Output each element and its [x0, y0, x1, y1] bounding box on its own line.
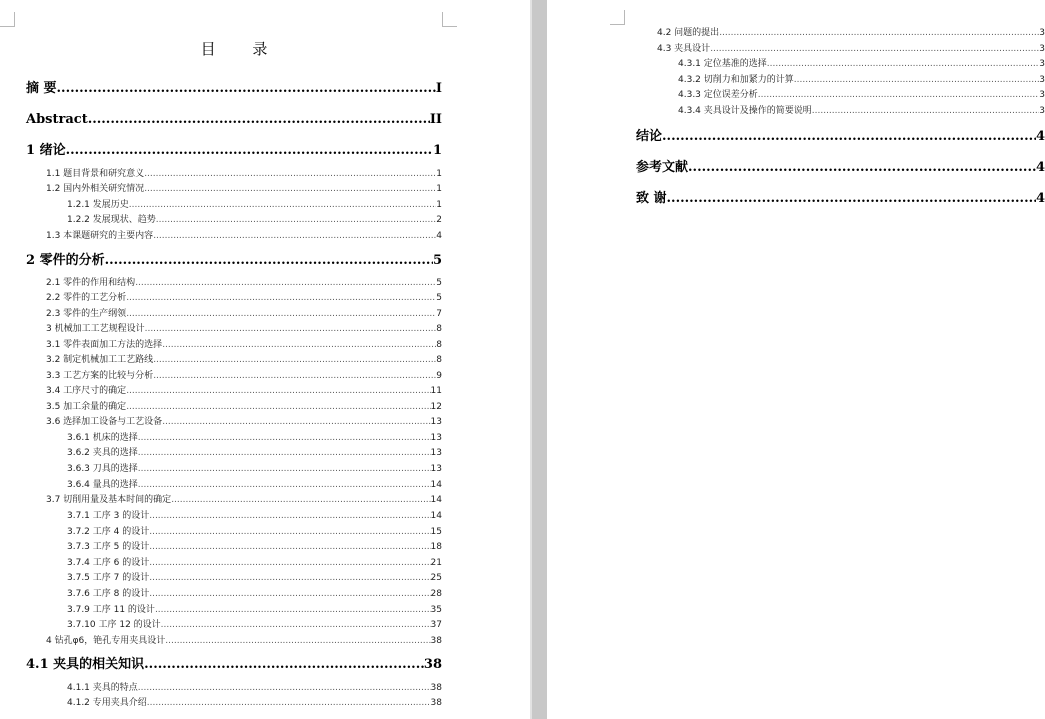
toc-entry-label: Abstract: [26, 112, 88, 127]
toc-entry[interactable]: [26, 80, 442, 97]
toc-leader-dots: [129, 199, 437, 211]
toc-entry[interactable]: [46, 323, 442, 335]
toc-leader-dots: [149, 572, 430, 584]
toc-entry-label: 4.3.2 切削力和加紧力的计算: [678, 75, 794, 85]
toc-entry[interactable]: [26, 111, 442, 128]
toc-entry-page-number: 3: [1039, 90, 1045, 100]
toc-entry-page-number: 3: [1039, 59, 1045, 69]
toc-leader-dots: [153, 370, 436, 382]
toc-entry-label: 4.1.1 夹具的特点: [67, 683, 138, 693]
toc-entry[interactable]: [67, 697, 442, 709]
toc-entry-label: 2.2 零件的工艺分析: [46, 293, 127, 303]
toc-entry[interactable]: [46, 230, 442, 242]
toc-entry[interactable]: [26, 656, 442, 673]
toc-leader-dots: [153, 354, 436, 366]
toc-entry[interactable]: [636, 128, 1045, 145]
toc-entry-page-number: 5: [436, 278, 442, 288]
toc-leader-dots: [126, 385, 430, 397]
toc-entry-label: 3.1 零件表面加工方法的选择: [46, 340, 163, 350]
toc-entry-page-number: 7: [436, 309, 442, 319]
toc-entry-page-number: 38: [423, 657, 442, 672]
toc-entry-label: 3.5 加工余量的确定: [46, 402, 127, 412]
toc-entry[interactable]: [46, 401, 442, 413]
toc-entry-page-number: II: [429, 112, 442, 127]
toc-entry[interactable]: [67, 510, 442, 522]
toc-entry[interactable]: [657, 27, 1045, 39]
toc-leader-dots: [162, 416, 430, 428]
toc-entry[interactable]: [46, 339, 442, 351]
toc-leader-dots: [156, 214, 437, 226]
toc-entry[interactable]: [67, 199, 442, 211]
crop-mark-top-left: [0, 12, 15, 27]
toc-leader-dots: [126, 401, 430, 413]
toc-entry-label: 3.6.4 量具的选择: [67, 480, 138, 490]
toc-entry[interactable]: [46, 183, 442, 195]
toc-leader-dots: [710, 43, 1039, 55]
toc-entry-page-number: 28: [430, 589, 442, 599]
toc-leader-dots: [105, 252, 433, 269]
toc-entry[interactable]: [46, 494, 442, 506]
toc-entry-label: 3.7.3 工序 5 的设计: [67, 542, 150, 552]
toc-entry-page-number: 8: [436, 340, 442, 350]
toc-entry-label: 3.6.2 夹具的选择: [67, 448, 138, 458]
toc-entry-page-number: 1: [432, 143, 442, 158]
toc-leader-dots: [794, 74, 1040, 86]
toc-entry-label: 3.2 制定机械加工工艺路线: [46, 355, 154, 365]
toc-entry-page-number: 8: [436, 324, 442, 334]
toc-leader-dots: [162, 339, 436, 351]
toc-entry-page-number: 3: [1039, 44, 1045, 54]
toc-entry-label: 致 谢: [636, 191, 667, 206]
toc-entry[interactable]: [26, 142, 442, 159]
toc-entry[interactable]: [67, 479, 442, 491]
toc-entry-page-number: 12: [430, 402, 442, 412]
toc-entry-page-number: 3: [1039, 28, 1045, 38]
toc-entry[interactable]: [678, 74, 1045, 86]
document-page-right: [547, 0, 1045, 719]
toc-entry[interactable]: [46, 168, 442, 180]
toc-entry[interactable]: [26, 252, 442, 269]
toc-leader-dots: [144, 168, 436, 180]
toc-entry-label: 4.1.2 专用夹具介绍: [67, 698, 147, 708]
toc-leader-dots: [66, 142, 433, 159]
toc-leader-dots: [688, 159, 1036, 176]
toc-entry-page-number: 14: [430, 480, 442, 490]
toc-entry[interactable]: [67, 432, 442, 444]
toc-title: 目 录: [200, 40, 284, 58]
toc-entry-page-number: 38: [430, 683, 442, 693]
toc-entry-label: 1.3 本课题研究的主要内容: [46, 231, 154, 241]
toc-entry-page-number: 9: [436, 371, 442, 381]
toc-entry-label: 2.3 零件的生产纲领: [46, 309, 127, 319]
toc-entry-page-number: 13: [430, 417, 442, 427]
toc-leader-dots: [149, 588, 430, 600]
toc-leader-dots: [161, 619, 431, 631]
toc-entry-label: 3.7.9 工序 11 的设计: [67, 605, 155, 615]
toc-entry-label: 1.2.1 发展历史: [67, 200, 129, 210]
toc-entry-page-number: 25: [430, 573, 442, 583]
toc-entry-label: 结论: [636, 129, 663, 144]
toc-entry[interactable]: [657, 43, 1045, 55]
toc-entry[interactable]: [46, 354, 442, 366]
toc-leader-dots: [138, 463, 431, 475]
toc-entry-page-number: 35: [430, 605, 442, 615]
toc-entry-label: 3.6 选择加工设备与工艺设备: [46, 417, 163, 427]
toc-leader-dots: [153, 230, 436, 242]
toc-entry-page-number: 13: [430, 464, 442, 474]
toc-entry-label: 1.2.2 发展现状、趋势: [67, 215, 156, 225]
toc-entry[interactable]: [67, 463, 442, 475]
toc-leader-dots: [145, 323, 437, 335]
toc-leader-dots: [165, 635, 430, 647]
toc-entry[interactable]: [636, 159, 1045, 176]
toc-entry-label: 2 零件的分析: [26, 253, 105, 268]
toc-leader-dots: [149, 541, 430, 553]
toc-entry-page-number: 4: [1035, 191, 1045, 206]
toc-entry[interactable]: [67, 526, 442, 538]
crop-mark-top-left: [610, 10, 625, 25]
toc-entry-page-number: 3: [1039, 106, 1045, 116]
toc-entry-page-number: 1: [436, 200, 442, 210]
toc-entry[interactable]: [46, 277, 442, 289]
toc-entry-label: 3.6.1 机床的选择: [67, 433, 138, 443]
crop-mark-top-right: [442, 12, 457, 27]
toc-leader-dots: [138, 432, 431, 444]
toc-entry-page-number: 5: [436, 293, 442, 303]
toc-entry[interactable]: [678, 105, 1045, 117]
toc-leader-dots: [719, 27, 1039, 39]
toc-entry-page-number: 13: [430, 448, 442, 458]
toc-entry[interactable]: [46, 416, 442, 428]
toc-entry[interactable]: [46, 370, 442, 382]
toc-entry-page-number: 1: [436, 184, 442, 194]
toc-entry-label: 4 钻孔φ6，铯孔专用夹具设计: [46, 636, 166, 646]
toc-entry-label: 3.7.5 工序 7 的设计: [67, 573, 150, 583]
toc-leader-dots: [758, 89, 1040, 101]
toc-entry-page-number: 4: [1035, 160, 1045, 175]
toc-leader-dots: [138, 682, 431, 694]
toc-entry-page-number: 2: [436, 215, 442, 225]
toc-entry-page-number: 11: [430, 386, 442, 396]
toc-entry-page-number: 4: [436, 231, 442, 241]
toc-entry[interactable]: [67, 214, 442, 226]
toc-entry-page-number: 4: [1035, 129, 1045, 144]
toc-entry-label: 3 机械加工工艺规程设计: [46, 324, 145, 334]
toc-entry-page-number: 15: [430, 527, 442, 537]
toc-entry-label: 3.4 工序尺寸的确定: [46, 386, 127, 396]
toc-entry[interactable]: [678, 89, 1045, 101]
toc-leader-dots: [144, 183, 436, 195]
toc-entry-label: 4.3.1 定位基准的选择: [678, 59, 767, 69]
toc-entry[interactable]: [678, 58, 1045, 70]
toc-entry-label: 4.3 夹具设计: [657, 44, 711, 54]
toc-entry-label: 4.3.3 定位误差分析: [678, 90, 758, 100]
toc-leader-dots: [149, 510, 430, 522]
toc-entry-page-number: 37: [430, 620, 442, 630]
toc-leader-dots: [171, 494, 430, 506]
toc-entry-label: 参考文献: [636, 160, 689, 175]
toc-entry-page-number: 8: [436, 355, 442, 365]
toc-leader-dots: [767, 58, 1040, 70]
toc-entry-page-number: I: [435, 81, 442, 96]
toc-entry-page-number: 38: [430, 636, 442, 646]
toc-entry-label: 1.2 国内外相关研究情况: [46, 184, 145, 194]
toc-leader-dots: [155, 604, 431, 616]
toc-entry-page-number: 18: [430, 542, 442, 552]
toc-entry-page-number: 5: [432, 253, 442, 268]
toc-entry[interactable]: [46, 635, 442, 647]
toc-entry-label: 1 绪论: [26, 143, 66, 158]
toc-entry-label: 3.6.3 刀具的选择: [67, 464, 138, 474]
page-gutter: [530, 0, 547, 719]
toc-entry[interactable]: [67, 604, 442, 616]
toc-entry-label: 2.1 零件的作用和结构: [46, 278, 136, 288]
toc-entry-label: 1.1 题目背景和研究意义: [46, 169, 145, 179]
toc-entry-page-number: 14: [430, 511, 442, 521]
toc-entry[interactable]: [636, 190, 1045, 207]
toc-leader-dots: [138, 479, 431, 491]
toc-entry-page-number: 14: [430, 495, 442, 505]
toc-entry[interactable]: [67, 682, 442, 694]
toc-entry-label: 3.3 工艺方案的比较与分析: [46, 371, 154, 381]
toc-leader-dots: [126, 292, 436, 304]
toc-leader-dots: [138, 447, 431, 459]
toc-entry-label: 3.7 切削用量及基本时间的确定: [46, 495, 172, 505]
toc-leader-dots: [88, 111, 430, 128]
toc-entry[interactable]: [67, 619, 442, 631]
toc-entry[interactable]: [46, 385, 442, 397]
toc-leader-dots: [144, 656, 424, 673]
toc-entry-page-number: 3: [1039, 75, 1045, 85]
toc-entry-label: 4.2 问题的提出: [657, 28, 720, 38]
toc-entry-label: 4.3.4 夹具设计及操作的简要说明: [678, 106, 812, 116]
toc-leader-dots: [667, 190, 1036, 207]
toc-entry[interactable]: [67, 572, 442, 584]
toc-entry-label: 4.1 夹具的相关知识: [26, 657, 145, 672]
toc-entry[interactable]: [67, 541, 442, 553]
toc-leader-dots: [57, 80, 436, 97]
toc-leader-dots: [126, 308, 436, 320]
toc-entry[interactable]: [46, 308, 442, 320]
toc-entry[interactable]: [67, 557, 442, 569]
toc-leader-dots: [149, 526, 430, 538]
toc-entry[interactable]: [67, 588, 442, 600]
toc-leader-dots: [147, 697, 431, 709]
toc-entry-page-number: 1: [436, 169, 442, 179]
toc-entry-label: 3.7.2 工序 4 的设计: [67, 527, 150, 537]
toc-entry-label: 3.7.1 工序 3 的设计: [67, 511, 150, 521]
toc-entry[interactable]: [46, 292, 442, 304]
toc-leader-dots: [149, 557, 430, 569]
toc-entry-page-number: 21: [430, 558, 442, 568]
toc-leader-dots: [135, 277, 436, 289]
toc-leader-dots: [812, 105, 1040, 117]
toc-entry-label: 3.7.10 工序 12 的设计: [67, 620, 161, 630]
toc-entry-label: 3.7.6 工序 8 的设计: [67, 589, 150, 599]
toc-leader-dots: [662, 128, 1036, 145]
toc-entry-page-number: 13: [430, 433, 442, 443]
toc-entry[interactable]: [67, 447, 442, 459]
toc-entry-label: 摘 要: [26, 81, 57, 96]
toc-entry-page-number: 38: [430, 698, 442, 708]
toc-entry-label: 3.7.4 工序 6 的设计: [67, 558, 150, 568]
